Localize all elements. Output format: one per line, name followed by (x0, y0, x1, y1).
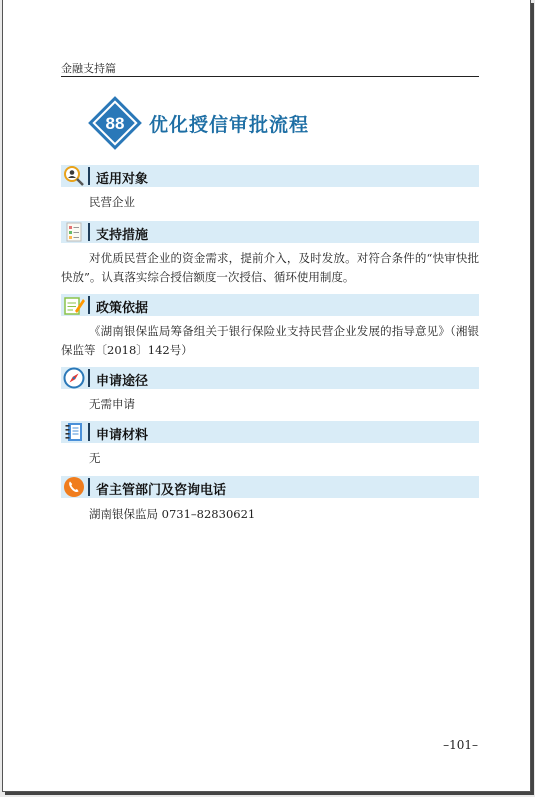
section-bar-materials (61, 421, 479, 443)
section-label: 申请途径 (96, 374, 149, 389)
section-label: 申请材料 (96, 428, 149, 443)
compass-icon (63, 367, 85, 389)
checklist-icon (63, 221, 85, 243)
section-divider (88, 478, 90, 496)
section-bar-target (61, 165, 479, 187)
number-badge-icon (87, 95, 143, 151)
section-label: 省主管部门及咨询电话 (96, 483, 227, 498)
section-label: 适用对象 (96, 172, 149, 187)
section-divider (88, 423, 90, 441)
section-divider (88, 167, 90, 185)
running-head: 金融支持篇 (61, 62, 116, 75)
document-page (2, 0, 531, 792)
section-body: 《湖南银保监局筹备组关于银行保险业支持民营企业发展的指导意见》（湘银保监等〔2018〕142号） (61, 324, 479, 357)
notebook-icon (63, 421, 85, 443)
page-number: –101– (443, 738, 478, 752)
section-body: 无 (89, 451, 101, 465)
section-divider (88, 296, 90, 314)
phone-icon (63, 476, 85, 498)
title-number: 88 (105, 114, 125, 133)
section-label: 支持措施 (96, 228, 149, 243)
header-rule (61, 76, 479, 77)
section-label: 政策依据 (96, 301, 149, 316)
section-bar-contact (61, 476, 479, 498)
title-text: 优化授信审批流程 (149, 114, 310, 136)
section-divider (88, 223, 90, 241)
section-body: 对优质民营企业的资金需求，提前介入，及时发放。对符合条件的“快审快批快放”。认真落实综合授信额度一次授信、循环使用制度。 (61, 251, 479, 284)
section-bar-measures (61, 221, 479, 243)
section-divider (88, 369, 90, 387)
magnifier-person-icon (63, 165, 85, 187)
section-body: 湖南银保监局 0731–82830621 (89, 507, 256, 521)
section-body: 民营企业 (89, 195, 135, 209)
section-bar-policy (61, 294, 479, 316)
document-pencil-icon (63, 294, 85, 316)
section-body: 无需申请 (89, 397, 135, 411)
section-bar-channel (61, 367, 479, 389)
